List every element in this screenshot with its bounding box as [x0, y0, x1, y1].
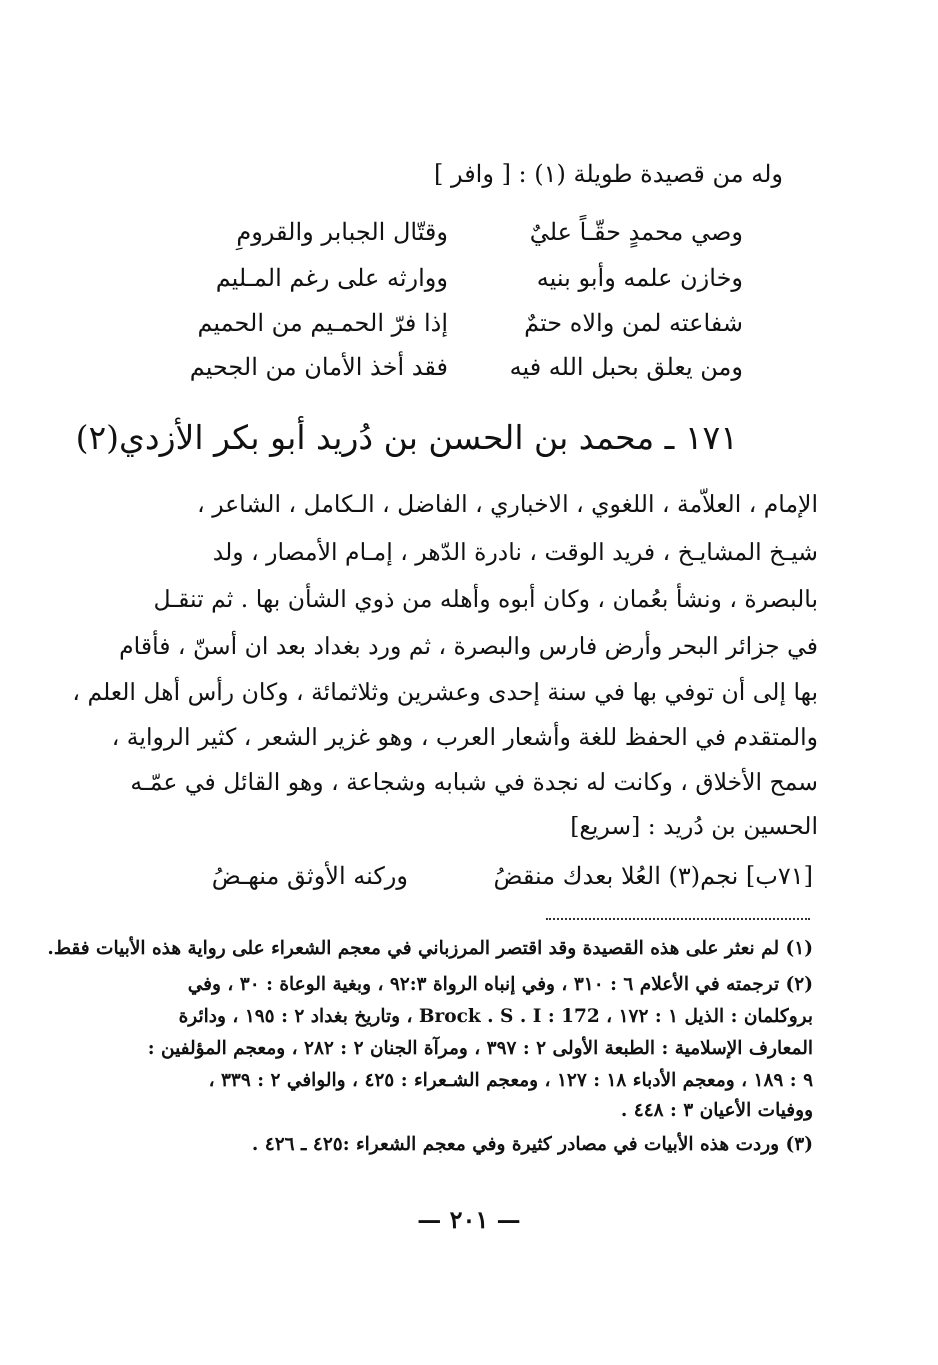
poem-2-first-hemistich: [٧١ب] نجم(٣) العُلا بعدك منقضُ — [493, 862, 813, 890]
verse-3-first-hemistich: شفاعته لمن والاه حتمٌ — [524, 309, 743, 337]
entry-title: ١٧١ ـ محمد بن الحسن بن دُريد أبو بكر الأزدي(٢) — [75, 418, 738, 457]
footnote-3: (٣) وردت هذه الأبيات في مصادر كثيرة وفي معجم الشعراء :٤٢٥ ـ ٤٢٦ . — [251, 1134, 813, 1155]
verse-3-second-hemistich: إذا فرّ الحمـيم من الحميم — [197, 309, 448, 337]
body-line-7: سمح الأخلاق ، وكانت له نجدة في شبابه وشجاعة ، وهو القائل في عمّـه — [130, 768, 818, 796]
footnote-2-line-1: (٢) ترجمته في الأعلام ٦ : ٣١٠ ، وفي إنباه الرواة ٩٢:٣ ، وبغية الوعاة : ٣٠ ، وفي — [187, 974, 813, 995]
verse-2-second-hemistich: ووارثه على رغم المـليم — [215, 264, 448, 292]
body-line-8: الحسين بن دُريد : [سريع] — [570, 812, 818, 840]
page-number: — ٢٠١ — — [417, 1205, 521, 1234]
body-line-4: في جزائر البحر وأرض فارس والبصرة ، ثم ورد بغداد بعد ان أسنّ ، فأقام — [119, 632, 818, 660]
verse-1-first-hemistich: وصي محمدٍ حقّـاً عليٌ — [529, 218, 743, 246]
footnote-2-line-3: المعارف الإسلامية : الطبعة الأولى ٢ : ٣٩٧ ، ومرآة الجنان ٢ : ٢٨٢ ، ومعجم المؤلفين : — [147, 1038, 813, 1059]
footnote-1: (١) لم نعثر على هذه القصيدة وقد اقتصر المرزباني في معجم الشعراء على رواية هذه الأبيات فقط. — [47, 938, 813, 959]
footnote-2-line-2: بروكلمان : الذيل ١ : ١٧٢ ، Brock . S . I : 172 ، وتاريخ بغداد ٢ : ١٩٥ ، ودائرة — [178, 1006, 813, 1027]
body-line-5: بها إلى أن توفي بها في سنة إحدى وعشرين وثلاثمائة ، وكان رأس أهل العلم ، — [72, 678, 818, 706]
verse-4-first-hemistich: ومن يعلق بحبل الله فيه — [509, 353, 743, 381]
body-line-2: شيـخ المشايـخ ، فريد الوقت ، نادرة الدّهر ، إمـام الأمصار ، ولد — [212, 538, 818, 566]
verse-1-second-hemistich: وقتّال الجبابر والقرومِ — [236, 218, 448, 246]
footnote-separator — [546, 918, 810, 920]
poem-intro: وله من قصيدة طويلة (١) : [ وافر ] — [433, 160, 783, 188]
body-line-6: والمتقدم في الحفظ للغة وأشعار العرب ، وهو غزير الشعر ، كثير الرواية ، — [111, 723, 818, 751]
verse-4-second-hemistich: فقد أخذ الأمان من الجحيم — [189, 353, 448, 381]
footnote-2-line-5: ووفيات الأعيان ٣ : ٤٤٨ . — [620, 1100, 813, 1121]
poem-2-second-hemistich: وركنه الأوثق منهـضُ — [211, 862, 408, 890]
body-line-3: بالبصرة ، ونشأ بعُمان ، وكان أبوه وأهله من ذوي الشأن بها . ثم تنقـل — [153, 585, 818, 613]
verse-2-first-hemistich: وخازن علمه وأبو بنيه — [536, 264, 743, 292]
footnote-2-line-4: ٩ : ١٨٩ ، ومعجم الأدباء ١٨ : ١٢٧ ، ومعجم الشـعراء : ٤٢٥ ، والوافي ٢ : ٣٣٩ ، — [208, 1070, 813, 1091]
body-line-1: الإمام ، العلاّمة ، اللغوي ، الاخباري ، الفاضل ، الـكامل ، الشاعر ، — [197, 490, 818, 518]
